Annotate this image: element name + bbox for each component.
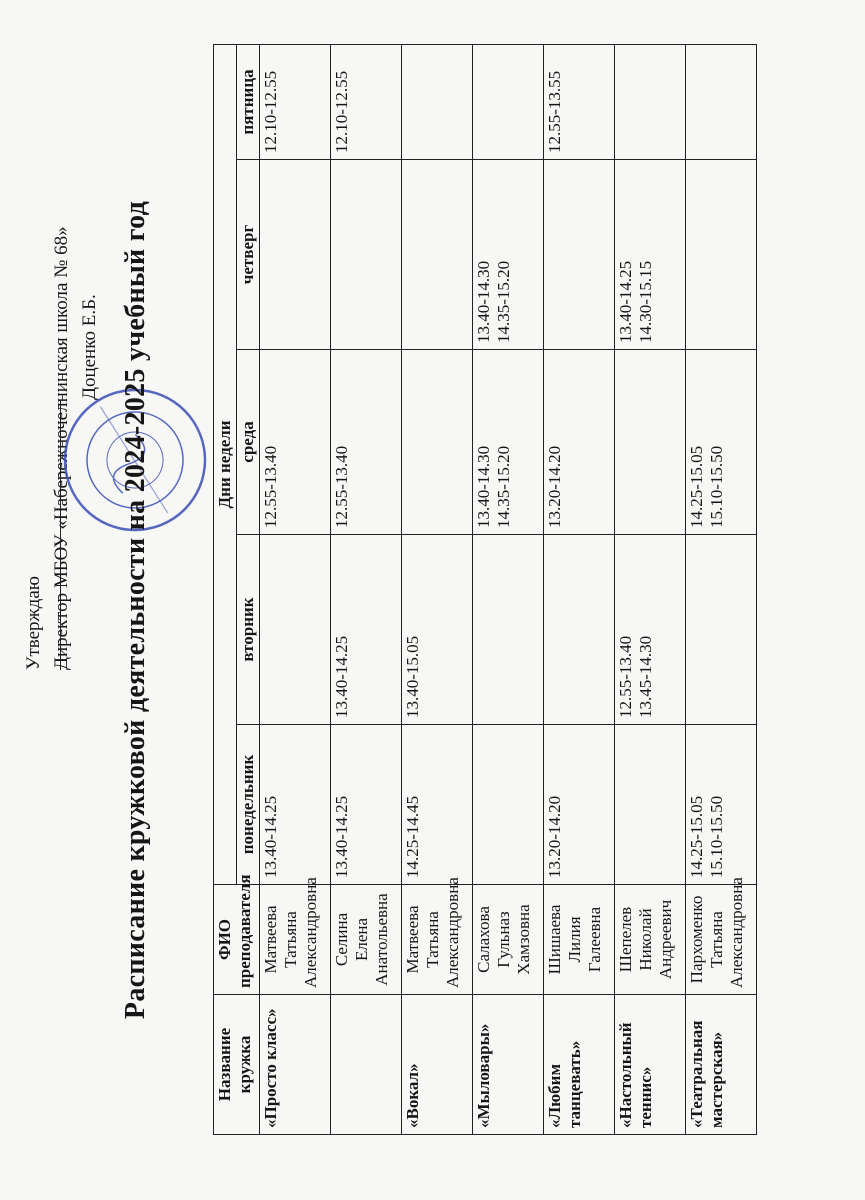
approval-director: Директор МБОУ «Набережночелнинская школа № 68» xyxy=(51,226,72,670)
time-cell xyxy=(402,725,473,885)
time-slot: 12.55-13.40 xyxy=(261,445,280,528)
time-cell xyxy=(260,535,331,725)
header-club: Название кружка xyxy=(214,995,260,1135)
time-cell xyxy=(331,350,402,535)
table-row xyxy=(402,44,473,1134)
time-slot: 15.10-15.50 xyxy=(707,445,726,528)
time-cell xyxy=(402,350,473,535)
time-cell xyxy=(473,535,544,725)
time-cell xyxy=(260,350,331,535)
schedule-table xyxy=(213,44,757,1135)
approval-label: Утверждаю xyxy=(23,576,44,670)
time-slot: 13.20-14.20 xyxy=(545,795,564,878)
time-cell xyxy=(331,44,402,159)
teacher-cell: Шишаева Лилия Галеевна xyxy=(544,885,615,995)
time-slot: 13.20-14.20 xyxy=(545,445,564,528)
club-name-cell xyxy=(331,995,402,1135)
teacher-cell: Пархоменко Татьяна Александровна xyxy=(686,885,757,995)
time-slot: 12.55-13.40 xyxy=(332,445,351,528)
header-day-thu: четверг xyxy=(237,160,260,350)
header-day-fri: пятница xyxy=(237,44,260,159)
club-name-cell: «Просто класс» xyxy=(260,995,331,1135)
time-cell xyxy=(544,535,615,725)
table-row xyxy=(473,44,544,1134)
time-slot: 13.40-15.05 xyxy=(403,635,422,718)
time-cell xyxy=(615,725,686,885)
club-name-cell: «Театральная мастерская» xyxy=(686,995,757,1135)
time-cell xyxy=(331,535,402,725)
time-slot: 14.25-15.05 xyxy=(687,795,706,878)
time-slot: 13.40-14.25 xyxy=(332,795,351,878)
page-title: Расписание кружковой деятельности на 2024-2025 учебный год xyxy=(120,200,151,1020)
schedule-body xyxy=(260,44,757,1134)
header-days-group: Дни недели xyxy=(214,44,237,884)
teacher-cell: Матвеева Татьяна Александровна xyxy=(402,885,473,995)
club-name-cell: «Вокал» xyxy=(402,995,473,1135)
time-cell xyxy=(260,44,331,159)
time-slot: 14.30-15.15 xyxy=(636,260,655,343)
time-cell xyxy=(473,350,544,535)
time-cell xyxy=(473,160,544,350)
time-cell xyxy=(331,160,402,350)
time-cell xyxy=(402,44,473,159)
time-cell xyxy=(402,160,473,350)
time-slot: 12.10-12.55 xyxy=(261,70,280,153)
time-slot: 13.40-14.25 xyxy=(616,260,635,343)
club-name-cell: «Мыловары» xyxy=(473,995,544,1135)
time-cell xyxy=(260,160,331,350)
club-name-cell: «Любим танцевать» xyxy=(544,995,615,1135)
time-slot: 12.55-13.40 xyxy=(616,635,635,718)
time-cell xyxy=(615,535,686,725)
table-row xyxy=(260,44,331,1134)
time-cell xyxy=(473,44,544,159)
time-slot: 14.35-15.20 xyxy=(494,260,513,343)
time-cell xyxy=(544,160,615,350)
teacher-cell: Шепелев Николай Андреевич xyxy=(615,885,686,995)
time-slot: 13.40-14.30 xyxy=(474,260,493,343)
club-name-cell: «Настольный теннис» xyxy=(615,995,686,1135)
time-cell xyxy=(686,725,757,885)
time-cell xyxy=(615,350,686,535)
header-teacher: ФИО преподавателя xyxy=(214,885,260,995)
table-row xyxy=(615,44,686,1134)
time-slot: 13.40-14.25 xyxy=(261,795,280,878)
time-cell xyxy=(260,725,331,885)
table-row xyxy=(331,44,402,1134)
time-cell xyxy=(331,725,402,885)
time-slot: 14.25-15.05 xyxy=(687,445,706,528)
time-slot: 13.40-14.30 xyxy=(474,445,493,528)
time-cell xyxy=(615,160,686,350)
time-slot: 14.25-14.45 xyxy=(403,795,422,878)
table-row xyxy=(686,44,757,1134)
time-slot: 14.35-15.20 xyxy=(494,445,513,528)
approval-signer: Доценко Е.Б. xyxy=(79,294,100,400)
time-slot: 15.10-15.50 xyxy=(707,795,726,878)
time-cell xyxy=(686,350,757,535)
time-slot: 13.45-14.30 xyxy=(636,635,655,718)
teacher-cell: Селина Елена Анатольевна xyxy=(331,885,402,995)
header-day-tue: вторник xyxy=(237,535,260,725)
time-slot: 12.10-12.55 xyxy=(332,70,351,153)
time-cell xyxy=(615,44,686,159)
header-day-mon: понедельник xyxy=(237,725,260,885)
teacher-cell: Матвеева Татьяна Александровна xyxy=(260,885,331,995)
signature-line xyxy=(60,400,61,670)
time-cell xyxy=(686,160,757,350)
time-slot: 13.40-14.25 xyxy=(332,635,351,718)
time-cell xyxy=(686,535,757,725)
time-slot: 12.55-13.55 xyxy=(545,70,564,153)
header-day-wed: среда xyxy=(237,350,260,535)
time-cell xyxy=(402,535,473,725)
table-row xyxy=(544,44,615,1134)
time-cell xyxy=(473,725,544,885)
time-cell xyxy=(544,350,615,535)
time-cell xyxy=(686,44,757,159)
time-cell xyxy=(544,725,615,885)
teacher-cell: Салахова Гульназ Хамзовна xyxy=(473,885,544,995)
time-cell xyxy=(544,44,615,159)
